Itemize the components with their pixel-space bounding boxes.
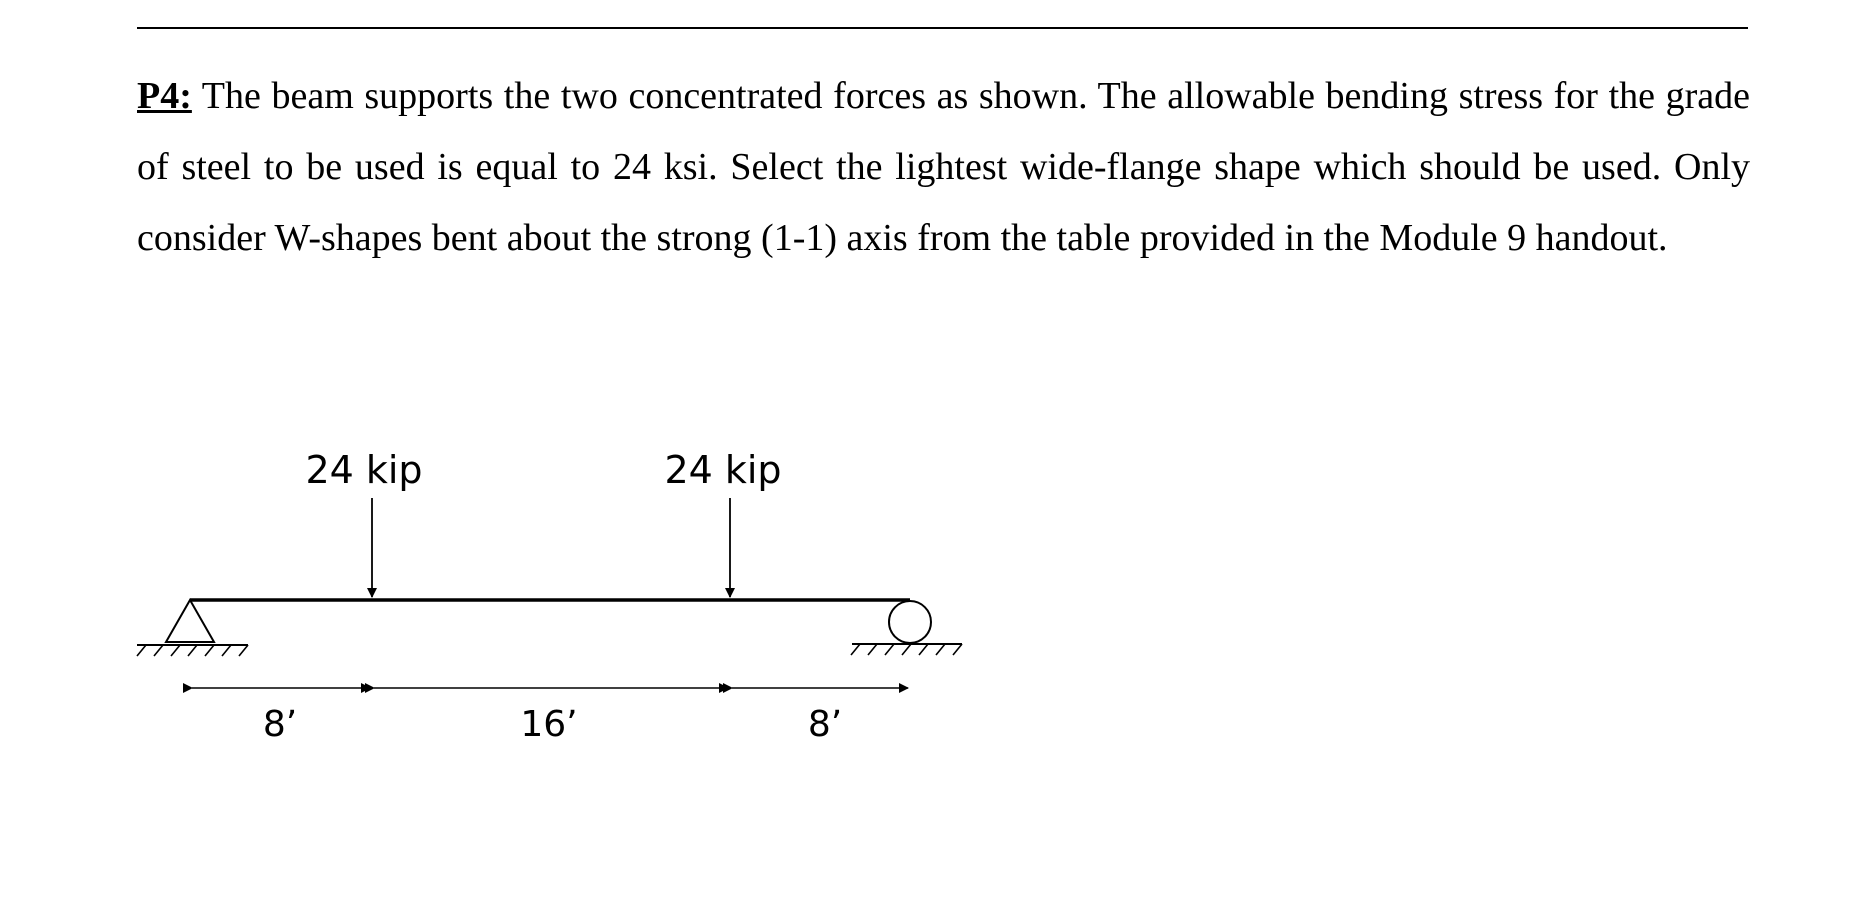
- dimension-label-1: 8’: [262, 704, 298, 745]
- dimension-label-2: 16’: [520, 704, 578, 745]
- load-label-2: 24 kip: [664, 448, 782, 492]
- load-label-1: 24 kip: [305, 448, 423, 492]
- problem-body: The beam supports the two concentrated forces as shown. The allowable bending stress for the grade of steel to be used is equal to 24 ksi. Select the lightest wide-flange shape which should be used. Only consider W-shapes bent about the strong (1-1) axis from the table provided in the Module 9 handout.: [137, 75, 1750, 259]
- pin-support: [137, 600, 248, 656]
- problem-label: P4:: [137, 75, 192, 117]
- dimension-label-3: 8’: [807, 704, 843, 745]
- roller-support: [851, 601, 962, 655]
